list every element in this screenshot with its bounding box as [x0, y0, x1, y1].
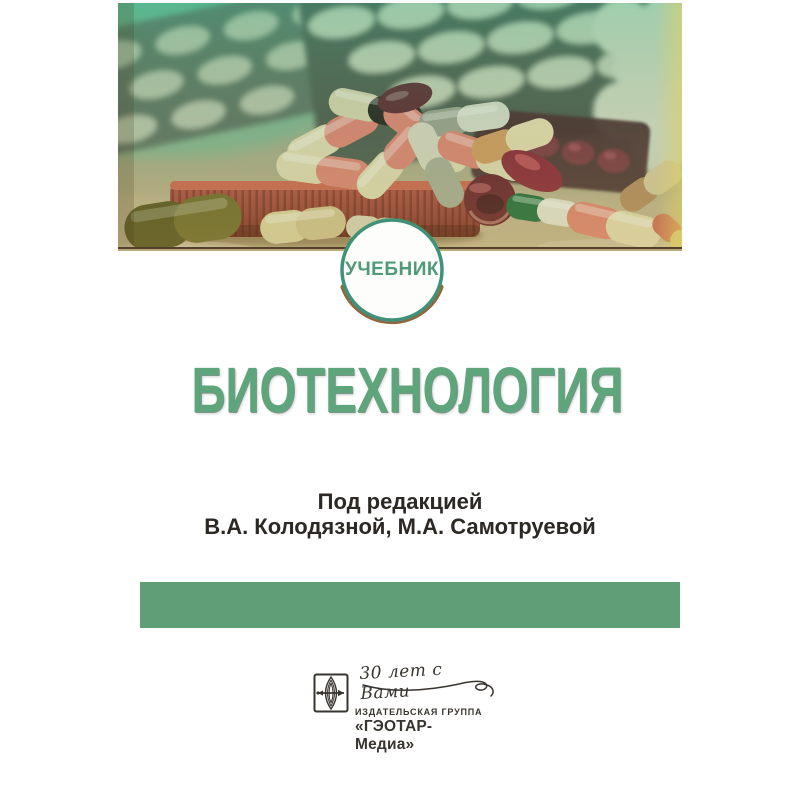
green-band	[140, 582, 680, 628]
pills-photo-illustration	[118, 3, 682, 247]
edited-by-line: Под редакцией	[317, 489, 483, 514]
editors-block	[118, 489, 682, 539]
publisher-group-line: ИЗДАТЕЛЬСКАЯ ГРУППА	[355, 707, 483, 717]
publisher-text	[355, 659, 487, 754]
badge-label: УЧЕБНИК	[345, 259, 439, 280]
geotar-logo-icon	[313, 672, 349, 714]
editor-names: В.А. Колодязной, М.А. Самотруевой	[204, 514, 596, 539]
textbook-badge	[332, 212, 452, 332]
cover-photo	[118, 3, 682, 247]
anniversary-script: 30 лет с Вами	[358, 659, 443, 704]
publisher-name: «ГЭОТАР-Медиа»	[355, 718, 433, 753]
book-title: БИОТЕХНОЛОГИЯ	[191, 354, 624, 426]
book-cover	[118, 3, 682, 797]
publisher-logo	[118, 659, 682, 754]
